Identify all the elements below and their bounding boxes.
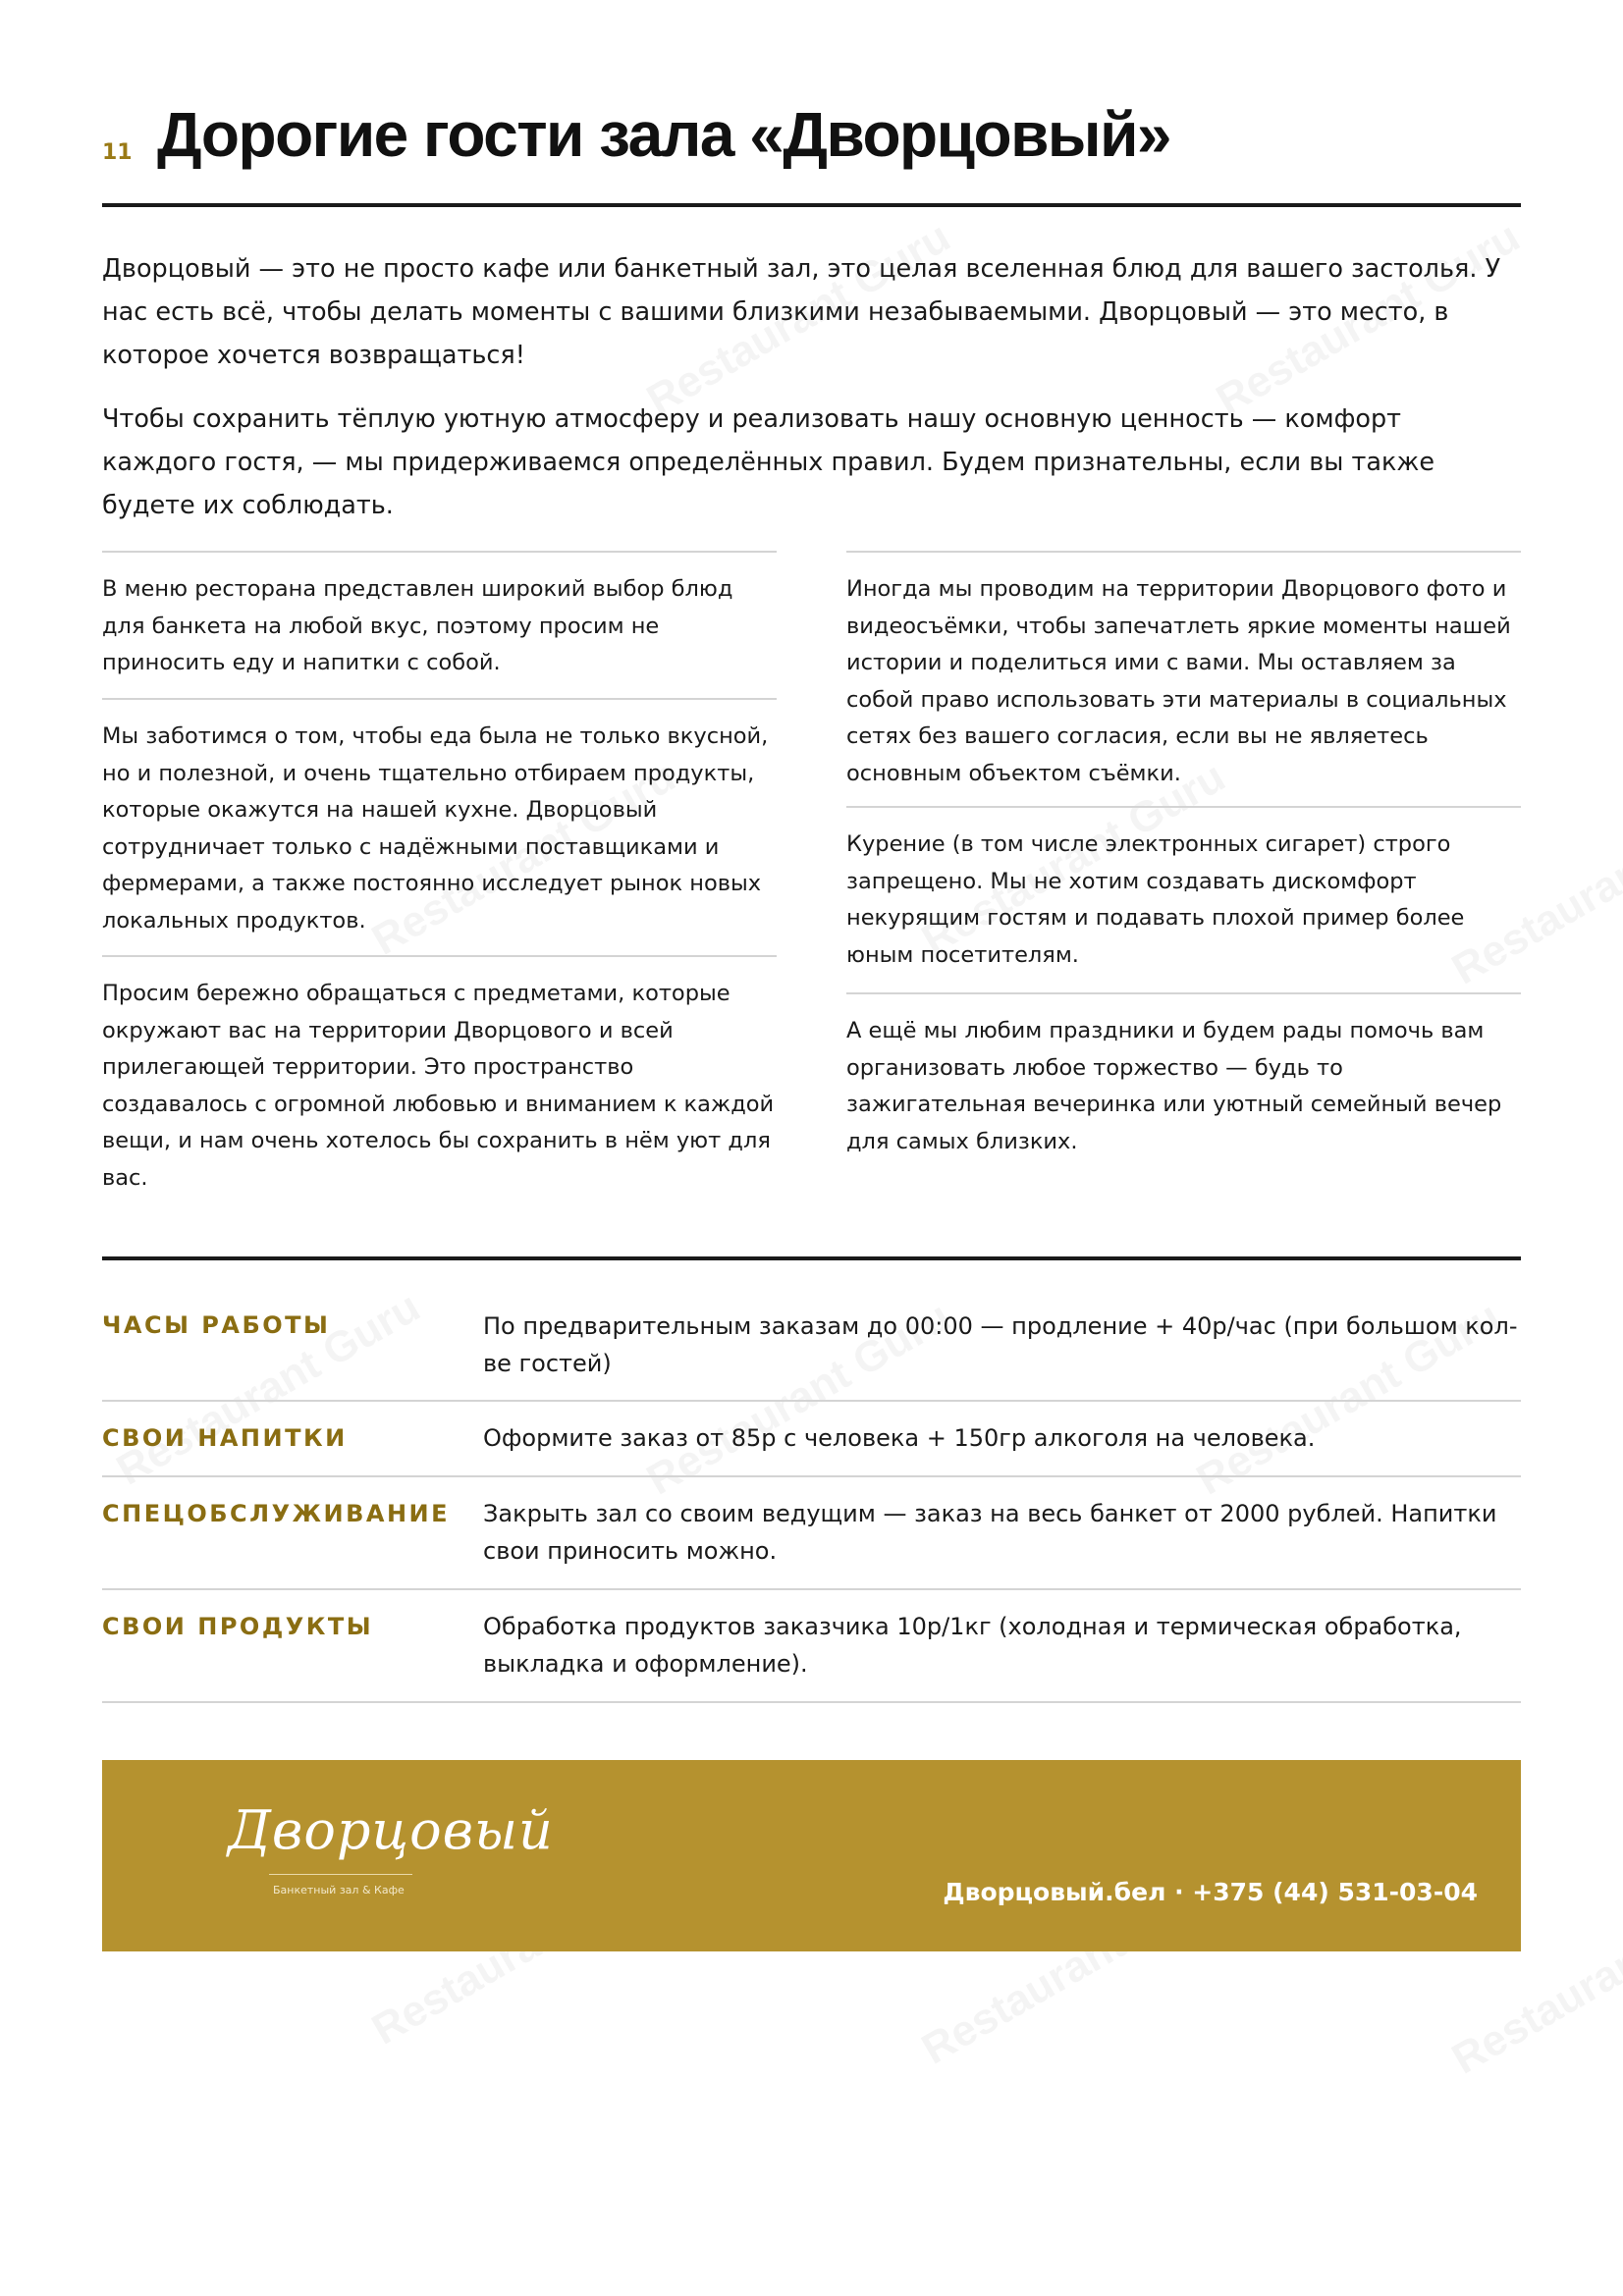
footer-bar xyxy=(102,1760,1521,1951)
divider xyxy=(846,806,1521,808)
divider xyxy=(102,955,777,957)
brand-subtitle: Банкетный зал & Кафе xyxy=(273,1884,405,1896)
divider xyxy=(102,1701,1521,1703)
info-label-hours: ЧАСЫ РАБОТЫ xyxy=(102,1311,331,1339)
rule-item: А ещё мы любим праздники и будем рады помочь вам организовать любое торжество — будь то зажигательная вечеринка или уютный семейный вечер для самых близких. xyxy=(846,1018,1502,1154)
logo-divider xyxy=(269,1874,412,1875)
info-value-service: Закрыть зал со своим ведущим — заказ на весь банкет от 2000 рублей. Напитки свои приносить можно. xyxy=(483,1500,1497,1565)
info-value-products: Обработка продуктов заказчика 10р/1кг (холодная и термическая обработка, выкладка и оформление). xyxy=(483,1613,1462,1678)
brand-logo: Дворцовый xyxy=(228,1799,554,1861)
rule-item: В меню ресторана представлен широкий выбор блюд для банкета на любой вкус, поэтому просим не приносить еду и напитки с собой. xyxy=(102,576,733,675)
contact-info: Дворцовый.бел · +375 (44) 531-03-04 xyxy=(943,1878,1478,1906)
info-label-service: СПЕЦОБСЛУЖИВАНИЕ xyxy=(102,1500,451,1527)
divider xyxy=(102,1475,1521,1477)
divider xyxy=(102,1588,1521,1590)
divider xyxy=(102,551,777,553)
page-number: 11 xyxy=(102,140,133,165)
header-divider xyxy=(102,203,1521,207)
info-value-hours: По предварительным заказам до 00:00 — продление + 40р/час (при большом кол-ве гостей) xyxy=(483,1312,1518,1377)
info-label-drinks: СВОИ НАПИТКИ xyxy=(102,1424,348,1452)
info-label-products: СВОИ ПРОДУКТЫ xyxy=(102,1613,374,1640)
intro-paragraph: Дворцовый — это не просто кафе или банкетный зал, это целая вселенная блюд для вашего застолья. У нас есть всё, чтобы делать моменты с вашими близкими незабываемыми. Дворцовый — это место, в которое хочется возвращаться! xyxy=(102,254,1501,370)
divider xyxy=(846,992,1521,994)
divider xyxy=(102,698,777,700)
page-title: Дорогие гости зала «Дворцовый» xyxy=(157,99,1170,170)
rule-item: Просим бережно обращаться с предметами, которые окружают вас на территории Дворцового и всей прилегающей территории. Это пространство создавалось с огромной любовью и вниманием к каждой вещи, и нам очень хотелось бы сохранить в нём уют для вас. xyxy=(102,981,775,1191)
info-divider xyxy=(102,1256,1521,1260)
divider xyxy=(102,1400,1521,1402)
divider xyxy=(846,551,1521,553)
rule-item: Мы заботимся о том, чтобы еда была не только вкусной, но и полезной, и очень тщательно отбираем продукты, которые окажутся на нашей кухне. Дворцовый сотрудничает только с надёжными поставщиками и фермерами, а также постоянно исследует рынок новых локальных продуктов. xyxy=(102,723,769,934)
rule-item: Иногда мы проводим на территории Дворцового фото и видеосъёмки, чтобы запечатлеть яркие моменты нашей истории и поделиться ими с вами. Мы оставляем за собой право использовать эти материалы в социальных сетях без вашего согласия, если вы не являетесь основным объектом съёмки. xyxy=(846,576,1511,786)
rule-item: Курение (в том числе электронных сигарет) строго запрещено. Мы не хотим создавать дискомфорт некурящим гостям и подавать плохой пример более юным посетителям. xyxy=(846,831,1465,968)
info-value-drinks: Оформите заказ от 85р с человека + 150гр алкоголя на человека. xyxy=(483,1424,1316,1452)
intro-paragraph: Чтобы сохранить тёплую уютную атмосферу и реализовать нашу основную ценность — комфорт каждого гостя, — мы придерживаемся определённых правил. Будем признательны, если вы также будете их соблюдать. xyxy=(102,404,1435,520)
